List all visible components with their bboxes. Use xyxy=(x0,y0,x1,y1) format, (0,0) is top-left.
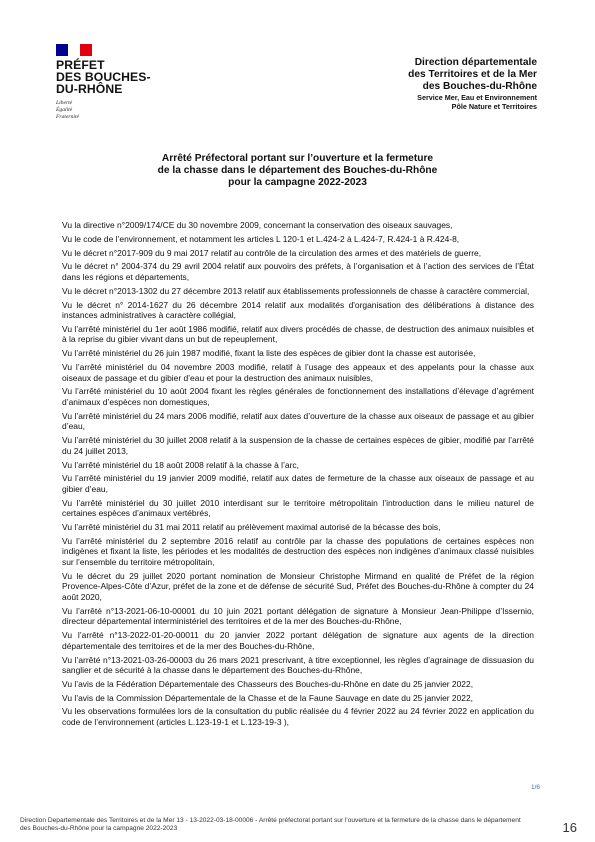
title-line-2: de la chasse dans le département des Bouches-du-Rhône xyxy=(157,165,438,177)
considerant-paragraph: Vu le code de l’environnement, et notamment les articles L 120-1 et L.424-2 à L.424-7, R.424-1 à R.424-8, xyxy=(62,233,460,244)
considerant-paragraph: Vu l’arrêté ministériel du 26 juin 1987 modifié, fixant la liste des espèces de gibier dont la chasse est autorisée, xyxy=(62,348,476,359)
marianne-flag-icon xyxy=(56,44,92,56)
logo-line-2: DES BOUCHES- xyxy=(56,70,151,84)
considerant-paragraph: Vu l’arrêté ministériel du 2 septembre 2016 relatif au contrôle par la chasse des populations de certaines espèces non indigènes et fixant la liste, les périodes et les modalités de destruction des espèces non indigènes d’animaux classé nuisibles sur l’ensemble du territoire métropolitain, xyxy=(62,535,534,568)
considerant-paragraph: Vu le décret du 29 juillet 2020 portant nomination de Monsieur Christophe Mirmand en qualité de Préfet de la région Provence-Alpes-Côte d’Azur, préfet de la zone et de défense de sécurité Sud, Préfet des Bouches-du-Rhône à compter du 24 août 2020, xyxy=(62,570,534,602)
considerant-paragraph: Vu le décret n° 2004-374 du 29 avril 2004 relatif aux pouvoirs des préfets, à l’organisation et à l’action des services de l’État dans les régions et départements, xyxy=(62,261,534,282)
authority-line-2: des Territoires et de la Mer xyxy=(408,69,537,80)
document-footer: Direction Departementale des Territoires et de la Mer 13 - 13-2022-03-18-00006 - Arrêté préfectoral portant sur l'ouverture et la fermeture de la chasse dans le département des Bouches-du-Rhône pour la campagne 2022-2023 xyxy=(20,817,521,833)
issuing-authority xyxy=(408,57,537,111)
considerant-paragraph: Vu l’arrêté n°13-2021-03-26-00003 du 26 mars 2021 prescrivant, à titre exceptionnel, les règles d’agrainage de dissuasion du sanglier et de sécurité à la chasse dans le département des Bouches-du-Rhône, xyxy=(62,654,534,676)
considerant-paragraph: Vu l’arrêté ministériel du 18 août 2008 relatif à la chasse à l’arc, xyxy=(62,459,299,470)
authority-service: Service Mer, Eau et Environnement xyxy=(417,93,537,102)
motto-fraternite: Fraternité xyxy=(56,113,79,120)
considerant-paragraph: Vu l’arrêté ministériel du 30 juillet 2008 relatif à la suspension de la chasse de certaines espèces de gibier, modifié par l’arrêté du 24 juillet 2013, xyxy=(62,435,534,456)
considerant-paragraph: Vu l’arrêté n°13-2021-06-10-00001 du 10 juin 2021 portant délégation de signature à Monsieur Jean-Philippe d’Issernio, directeur départemental interministériel des territoires et de la mer des Bouches-du-Rhône, xyxy=(62,605,534,627)
motto-egalite: Égalité xyxy=(56,106,73,113)
considerant-paragraph: Vu l’arrêté ministériel du 31 mai 2011 relatif au prélèvement maximal autorisé de la bécasse des bois, xyxy=(62,522,441,533)
considerant-paragraph: Vu le décret n°2013-1302 du 27 décembre 2013 relatif aux établissements professionnels de chasse à caractère commercial, xyxy=(62,285,530,296)
prefet-logo xyxy=(56,44,176,120)
considerant-paragraph: Vu l’arrêté ministériel du 10 août 2004 fixant les règles générales de fonctionnement des installations d’élevage d’agrément d’animaux d’espèces non domestiques, xyxy=(62,386,534,407)
considerant-paragraph: Vu l’arrêté ministériel du 19 janvier 2009 modifié, relatif aux dates de fermeture de la chasse aux oiseaux de passage et au gibier d’eau, xyxy=(62,473,534,494)
page-indicator: 1/6 xyxy=(530,784,540,791)
logo-line-1: PRÉFET xyxy=(56,58,105,72)
republic-motto xyxy=(56,100,176,120)
considerant-paragraph: Vu l’avis de la Commission Départementale de la Chasse et de la Faune Sauvage en date du 25 janvier 2022, xyxy=(62,692,474,703)
title-line-3: pour la campagne 2022-2023 xyxy=(228,177,367,189)
motto-liberte: Liberté xyxy=(56,100,73,106)
authority-line-1: Direction départementale xyxy=(414,57,537,68)
considerant-paragraph: Vu l’arrêté ministériel du 04 novembre 2003 modifié, relatif à l’usage des appeaux et des appelants pour la chasse aux oiseaux de passage et du gibier d’eau et pour la destruction des animaux nuisibles, xyxy=(62,362,534,383)
document-body xyxy=(62,220,534,731)
considerant-paragraph: Vu l’arrêté n°13-2022-01-20-00011 du 20 janvier 2022 portant délégation de signature aux agents de la direction départementale des territoires et de la mer des Bouches-du-Rhône, xyxy=(62,630,534,651)
considerant-paragraph: Vu l’arrêté ministériel du 30 juillet 2010 interdisant sur le territoire métropolitain l’introduction dans le milieu naturel de certaines espèces d’animaux vertébrés, xyxy=(62,497,534,519)
considerant-paragraph: Vu l’arrêté ministériel du 1er août 1986 modifié, relatif aux divers procédés de chasse, de destruction des animaux nuisibles et à la reprise du gibier vivant dans un but de repeuplement, xyxy=(62,323,534,345)
logo-line-3: DU-RHÔNE xyxy=(56,82,123,96)
title-line-1: Arrêté Préfectoral portant sur l’ouverture et la fermeture xyxy=(161,153,434,164)
footer-page-number: 16 xyxy=(562,820,577,835)
considerant-paragraph: Vu le décret n°2017-909 du 9 mai 2017 relatif au contrôle de la circulation des armes et des matériels de guerre, xyxy=(62,247,482,258)
considerant-paragraph: Vu l’avis de la Fédération Départementale des Chasseurs des Bouches-du-Rhône en date du 25 janvier 2022, xyxy=(62,678,474,689)
considerant-paragraph: Vu le décret n° 2014-1627 du 26 décembre 2014 relatif aux modalités d'organisation des délibérations à distance des instances administratives à caractère collégial, xyxy=(62,299,534,321)
considerant-paragraph: Vu la directive n°2009/174/CE du 30 novembre 2009, concernant la conservation des oiseaux sauvages, xyxy=(62,220,453,230)
authority-line-3: des Bouches-du-Rhône xyxy=(422,81,537,92)
authority-pole: Pôle Nature et Territoires xyxy=(451,102,537,111)
document-title xyxy=(100,153,495,190)
considerant-paragraph: Vu l’arrêté ministériel du 24 mars 2006 modifié, relatif aux dates d’ouverture de la chasse aux oiseaux de passage et au gibier d’eau, xyxy=(62,410,534,432)
considerant-paragraph: Vu les observations formulées lors de la consultation du public réalisée du 4 février 2022 au 24 février 2022 en application du code de l’environnement (articles L.123-19-1 et L.123-19-3 ), xyxy=(62,706,534,728)
